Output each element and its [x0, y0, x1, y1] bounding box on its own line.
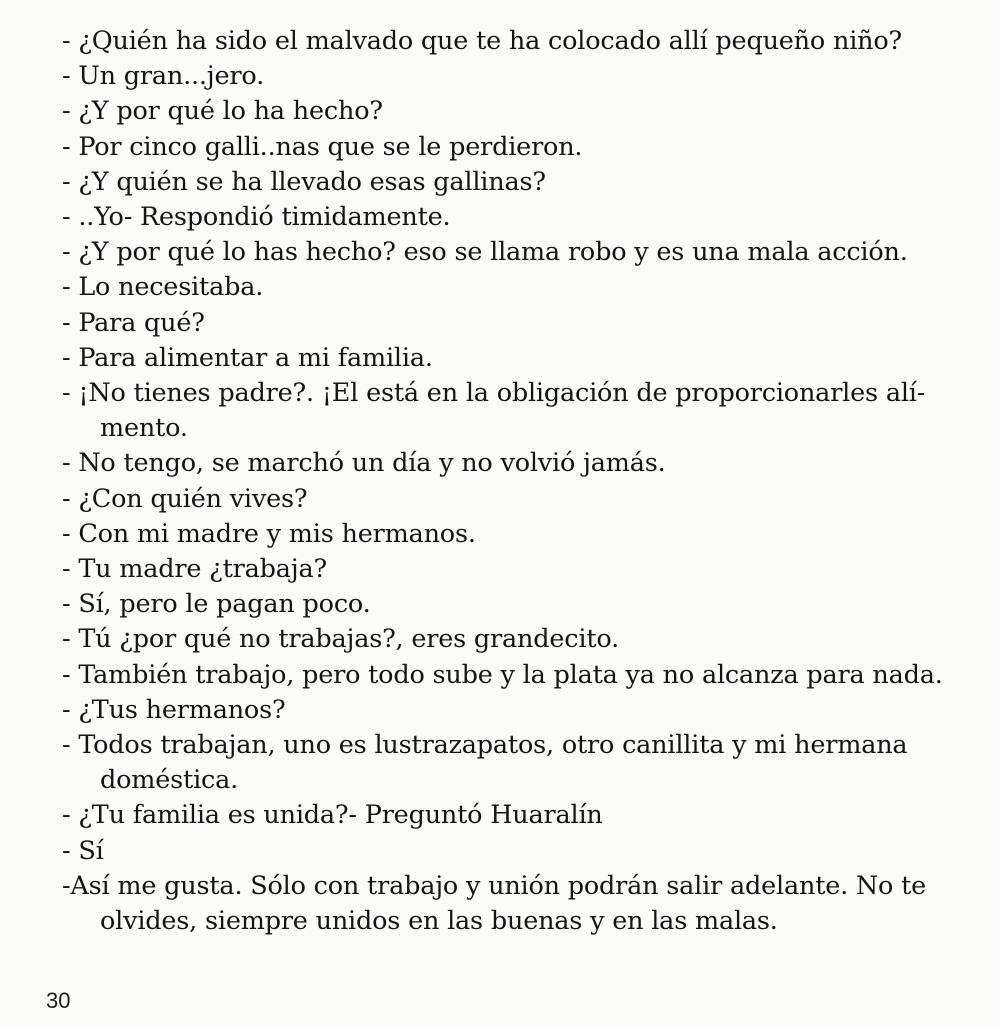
- dialogue-line: - ¿Y quién se ha llevado esas gallinas?: [62, 166, 546, 197]
- dialogue-line: - Sí, pero le pagan poco.: [62, 589, 371, 620]
- dialogue-line: - ¿Tu familia es unida?- Preguntó Huaralín: [62, 800, 603, 831]
- dialogue-line-continuation: olvides, siempre unidos en las buenas y en las malas.: [100, 906, 778, 937]
- page-number: 30: [46, 988, 71, 1013]
- dialogue-line: - ¿Y por qué lo ha hecho?: [62, 96, 383, 127]
- dialogue-line-continuation: doméstica.: [100, 765, 239, 796]
- dialogue-line: - Para alimentar a mi familia.: [62, 342, 433, 373]
- dialogue-line: - ¡No tienes padre?. ¡El está en la obligación de proporcionarles alí-: [62, 378, 926, 409]
- dialogue-line: - No tengo, se marchó un día y no volvió jamás.: [62, 448, 666, 479]
- dialogue-line: - Con mi madre y mis hermanos.: [62, 518, 476, 549]
- dialogue-line: - Lo necesitaba.: [62, 272, 264, 303]
- dialogue-line: - Sí: [62, 835, 104, 866]
- dialogue-line: - Para qué?: [62, 307, 205, 338]
- dialogue-line: - Tu madre ¿trabaja?: [62, 554, 327, 585]
- dialogue-line: - Todos trabajan, uno es lustrazapatos, otro canillita y mi hermana: [62, 730, 908, 761]
- dialogue-line: - ¿Y por qué lo has hecho? eso se llama robo y es una mala acción.: [62, 237, 908, 268]
- dialogue-line: - ¿Con quién vives?: [62, 483, 308, 514]
- dialogue-line: - ¿Tus hermanos?: [62, 694, 286, 725]
- dialogue-line: - Un gran...jero.: [62, 61, 264, 92]
- dialogue-line: - ..Yo- Respondió timidamente.: [62, 202, 451, 233]
- dialogue-text: [62, 24, 980, 939]
- dialogue-line: - Por cinco galli..nas que se le perdieron.: [62, 131, 583, 162]
- dialogue-line: - Tú ¿por qué no trabajas?, eres grandecito.: [62, 624, 619, 655]
- dialogue-line-continuation: mento.: [100, 413, 188, 444]
- dialogue-line: -Así me gusta. Sólo con trabajo y unión podrán salir adelante. No te: [62, 870, 927, 901]
- dialogue-line: - También trabajo, pero todo sube y la plata ya no alcanza para nada.: [62, 659, 943, 690]
- dialogue-line: - ¿Quién ha sido el malvado que te ha colocado allí pequeño niño?: [62, 26, 902, 56]
